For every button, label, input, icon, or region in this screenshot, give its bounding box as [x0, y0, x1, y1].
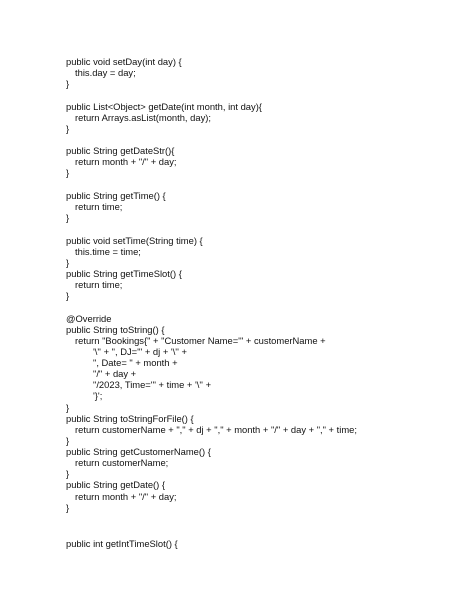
code-line: public String toStringForFile() { [66, 413, 194, 424]
code-line: } [66, 435, 70, 446]
code-line: return month + "/" + day; [75, 156, 177, 167]
code-line: } [66, 502, 70, 513]
code-line: '\'' + ", DJ='" + dj + '\'' + [93, 346, 187, 357]
code-line: public String getTimeSlot() { [66, 268, 182, 279]
code-line: this.time = time; [75, 246, 141, 257]
code-line: this.day = day; [75, 67, 136, 78]
code-line: public String getDateStr(){ [66, 145, 175, 156]
code-line: public String getDate() { [66, 479, 166, 490]
code-line: @Override [66, 313, 112, 324]
code-line: return time; [75, 201, 123, 212]
code-line: return customerName; [75, 457, 169, 468]
code-line: return customerName + "," + dj + "," + month + "/" + day + "," + time; [75, 424, 357, 435]
code-line: } [66, 468, 70, 479]
code-line: } [66, 290, 70, 301]
code-line: "/" + day + [93, 368, 137, 379]
code-line: public List<Object> getDate(int month, int day){ [66, 101, 262, 112]
code-line: public String getTime() { [66, 190, 166, 201]
code-line: } [66, 78, 70, 89]
code-line: return "Bookings{" + "Customer Name='" + customerName + [75, 335, 326, 346]
code-line: return time; [75, 279, 123, 290]
code-line: ", Date= " + month + [93, 357, 178, 368]
code-line: '}'; [93, 390, 103, 401]
code-line: } [66, 402, 70, 413]
code-line: } [66, 123, 70, 134]
code-line: "/2023, Time='" + time + '\'' + [93, 379, 212, 390]
code-line: public String toString() { [66, 324, 165, 335]
code-line: return month + "/" + day; [75, 491, 177, 502]
code-line: public void setTime(String time) { [66, 235, 203, 246]
code-line: } [66, 167, 70, 178]
code-line: return Arrays.asList(month, day); [75, 112, 211, 123]
code-line: public void setDay(int day) { [66, 56, 182, 67]
code-line: } [66, 257, 70, 268]
code-line: public int getIntTimeSlot() { [66, 538, 178, 549]
code-line: } [66, 212, 70, 223]
code-line: public String getCustomerName() { [66, 446, 211, 457]
